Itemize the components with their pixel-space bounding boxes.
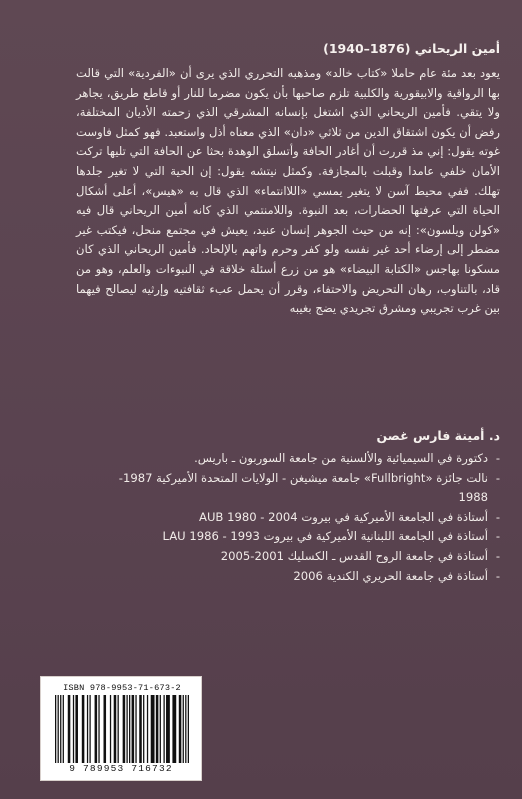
bio-item-text: نالت جائزة «Fullbright» جامعة ميشيغن - الولايات المتحدة الأميركية 1987-1988: [118, 470, 488, 505]
bio-item: [96, 567, 500, 587]
barcode-bar: [114, 695, 117, 763]
barcode-bar: [126, 695, 127, 763]
isbn-label: ISBN 978-9953-71-673-2: [63, 683, 181, 693]
barcode-bar: [172, 695, 176, 763]
bullet-dash: -: [495, 470, 500, 485]
barcode-bar: [68, 695, 71, 763]
barcode-bar: [163, 695, 164, 763]
barcode-bar: [160, 695, 161, 763]
barcode-digits: 9 789953 716732: [69, 763, 173, 774]
barcode-bar: [139, 695, 142, 763]
bullet-dash: -: [495, 548, 500, 563]
barcode-bar: [104, 695, 107, 763]
bio-item-text: أستاذة في جامعة الحريري الكندية 2006: [293, 568, 488, 583]
barcode-bar: [156, 695, 159, 763]
bullet-dash: -: [495, 568, 500, 583]
author-section: [96, 427, 500, 586]
bio-item: [96, 547, 500, 567]
barcode-bar: [183, 695, 184, 763]
barcode-bar: [89, 695, 90, 763]
barcode-bar: [123, 695, 126, 763]
bio-item-text: أستاذة في جامعة الروح القدس ـ الكسليك 2001-2005: [220, 548, 488, 563]
bio-item-text: أستاذة في الجامعة الأميركية في بيروت 2004 - 1980 AUB: [199, 509, 488, 524]
bio-item: [96, 527, 500, 547]
barcode-bar: [95, 695, 98, 763]
barcode-bar: [63, 695, 64, 763]
barcode-bar: [129, 695, 130, 763]
barcode-box: [40, 676, 202, 781]
barcode-bars: [55, 695, 189, 763]
essay-section: [76, 40, 500, 319]
barcode-bar: [87, 695, 88, 763]
bullet-dash: -: [495, 451, 500, 465]
barcode-bar: [179, 695, 182, 763]
barcode-bar: [147, 695, 148, 763]
barcode-bar: [132, 695, 135, 763]
barcode-bar: [110, 695, 111, 763]
author-bio-list: [96, 449, 500, 586]
barcode-bar: [185, 695, 186, 763]
bio-item: [96, 508, 500, 528]
bullet-dash: -: [495, 509, 500, 524]
barcode-bar: [135, 695, 136, 763]
bio-item-text: دكتورة في السيميائية والألسنية من جامعة السوربون ـ باريس.: [194, 451, 488, 465]
barcode-bar: [82, 695, 85, 763]
barcode-bar: [75, 695, 78, 763]
barcode-bar: [188, 695, 189, 763]
barcode-bar: [151, 695, 155, 763]
bio-item: [96, 469, 500, 508]
barcode-bar: [73, 695, 74, 763]
barcode-bar: [118, 695, 119, 763]
bullet-dash: -: [495, 529, 500, 544]
essay-title: أمين الريحاني (1876–1940): [323, 41, 500, 56]
barcode-bar: [60, 695, 61, 763]
barcode-bar: [166, 695, 170, 763]
barcode-bar: [98, 695, 99, 763]
essay-body: يعود بعد مئة عام حاملا «كتاب خالد» ومذهبه التحرري الذي يرى أن «الفردية» التي قالت بها الرواقية والابيقورية والكلبية تلزم صاحبها بأن يكون مضرما للنار أو قاطع طريق، يجاهر ولا يتقي. فأمين الريحاني الذي اشتغل بإنسانه المشرقي الذي زحمته الأديان المختلفة، رفض أن يكون اشتقاق الدين من ثلاثي «دان» الذي معناه أذل واستعبد. فهو كمثل فاوست غوته يقول: إني مذ قررت أن أغادر الحافة وأتسلق الوهدة بحثا عن الحافة التي تليها تركت الأمان خلفي عامدا وقبلت بالمجازفة. وكمثل نيتشه يقول: إن الحية التي لا تغير جلدها تهلك. ففي محيط آسن لا يتغير يمسي «اللاانتماء» الذي قال به «هيس»، أعلى أشكال الحياة التي عرفتها الحضارات، بعد النبوة. واللامنتمي الذي كانه أمين الريحاني قال فيه «كولن ويلسون»: إنه من حيث الجوهر إنسان عنيد، يعيش في مجتمع منحل، فيكتب غير مضطر إلى إرضاء أحد غير نفسه ولو كفر وحرم واتهم بالإلحاد. فأمين الريحاني الذي كان مسكونا بهاجس «الكتابة البيضاء» هو من زرع أسئلة خلاقة في النبوءات والعلم، وهو من قاد، بالتناوب، رهان التحريض والاحتفاء، وقرر أن يحمل عبء ثقافتيه وإرثيه ليصالح فيهما بين غرب تجريبي ومشرق تجريدي يضج بغيبه: [76, 66, 500, 316]
bio-item: [96, 449, 500, 469]
author-name: د. أمينة فارس غصن: [376, 428, 500, 443]
bio-item-text: أستاذة في الجامعة اللبنانية الأميركية في بيروت 1993 - 1986 LAU: [162, 529, 488, 544]
barcode-bar: [143, 695, 144, 763]
barcode-bar: [55, 695, 56, 763]
barcode-bar: [58, 695, 59, 763]
